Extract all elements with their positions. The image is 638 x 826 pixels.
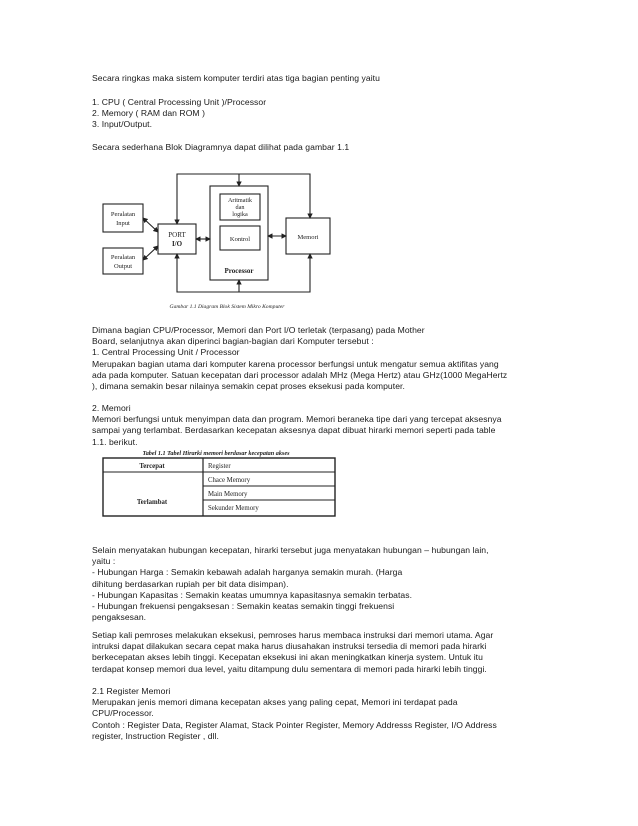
figure-caption: Gambar 1.1 Diagram Blok Sistem Mikro Komputer [169,304,285,310]
text-line: - Hubungan Kapasitas : Semakin keatas umumnya kapasitasnya semakin terbatas. [92,589,413,600]
text-line: berkecepatan akses lebih tinggi. Kecepatan eksekusi ini akan meningkatkan kinerja system. Untuk itu [92,652,483,663]
text-line: Setiap kali pemroses melakukan eksekusi, pemroses harus membaca instruksi dari memori utama. Agar [92,630,494,640]
port-io-box [158,224,196,254]
list-item: 1. CPU ( Central Processing Unit )/Processor [92,97,267,107]
output-link [143,246,158,260]
table-title: Tabel 1.1 Tabel Hirarki memori berdasar kecepatan akses [142,450,290,457]
text-line: terdapat konsep memori dua level, yaitu ditampung dulu sementara di memori pada hirarki lebih tinggi. [92,663,487,674]
text-line: 1.1. berikut. [92,436,138,447]
control-label: Kontrol [229,236,251,243]
alu-label-3: logika [232,211,248,218]
output-label-2: Output [113,263,133,270]
block-diagram-figure [92,162,342,319]
slowest-label: Terlambat [136,499,168,506]
text-line: Dimana bagian CPU/Processor, Memori dan Port I/O terletak (terpasang) pada Mother [92,325,425,335]
table-row: Register [208,463,231,470]
input-label-1: Peralatan [110,211,136,218]
table-row: Sekunder Memory [208,505,259,512]
text-line: Contoh : Register Data, Register Alamat, Stack Pointer Register, Memory Addresss Register, I/O Address [92,719,497,730]
output-label-1: Peralatan [110,254,136,261]
text-line: Selain menyatakan hubungan kecepatan, hirarki tersebut juga menyatakan hubungan – hubungan lain, [92,545,489,555]
text-line: dihitung berdasarkan rupiah per bit data disimpan). [92,578,289,589]
text-line: pengaksesan. [92,612,147,623]
table-graphic [92,448,340,518]
paragraph-register-memory [92,686,552,742]
alu-label-2: dan [235,204,245,211]
text-line: ada pada komputer. Satuan kecepatan dari processor adalah MHz (Mega Hertz) atau GHz(1000 MegaHertz [92,369,508,380]
paragraph-two-level-memory [92,630,552,675]
memory-label: Memori [297,234,319,241]
paragraph-hierarchy-relations [92,545,552,623]
list-item: 2. Memory ( RAM dan ROM ) [92,108,205,119]
text-line: yaitu : [92,556,116,567]
list-item: 3. Input/Output. [92,119,153,130]
block-diagram [92,162,342,314]
intro-text: Secara ringkas maka sistem komputer terdiri atas tiga bagian penting yaitu [92,73,380,83]
input-link [143,218,158,232]
text-line: 2.1 Register Memori [92,686,171,696]
block-diagram-intro: Secara sederhana Blok Diagramnya dapat dilihat pada gambar 1.1 [92,142,350,152]
fastest-label: Tercepat [139,463,165,470]
processor-label: Processor [224,267,254,275]
text-line: 1. Central Processing Unit / Processor [92,347,240,358]
text-line: Merupakan jenis memori dimana kecepatan akses yang paling cepat, Memori ini terdapat pada [92,697,458,708]
text-line: intruksi dapat dilakukan secara cepat maka harus diusahakan instruksi tersedia di memori pada hirarki [92,641,487,652]
text-line: - Hubungan frekuensi pengaksesan : Semakin keatas semakin tinggi frekuensi [92,601,395,612]
text-line: Merupakan bagian utama dari komputer karena processor berfungsi untuk mengatur semua aktifitas yang [92,358,499,369]
text-line: CPU/Processor. [92,708,154,719]
text-line: ), dimana semakin besar nilainya semakin cepat proses eksekusi pada komputer. [92,381,405,392]
memory-hierarchy-table [92,448,340,523]
table-row: Chace Memory [208,477,251,484]
input-label-2: Input [116,220,130,227]
component-list [92,97,552,131]
paragraph-memory [92,403,552,448]
alu-label-1: Aritmatik [227,197,253,204]
paragraph-cpu [92,325,552,392]
text-line: 2. Memori [92,403,131,413]
port-label-2: I/O [171,240,183,248]
text-line: - Hubungan Harga : Semakin kebawah adalah harganya semakin murah. (Harga [92,567,403,578]
text-line: sampai yang terlambat. Berdasarkan kecepatan aksesnya dapat dibuat hirarki memori seperti pada table [92,425,496,436]
input-device-box [103,204,143,232]
text-line: register, Instruction Register , dll. [92,730,219,741]
table-row: Main Memory [208,491,248,498]
output-device-box [103,248,143,274]
text-line: Memori berfungsi untuk menyimpan data dan program. Memori beraneka tipe dari yang tercepat aksesnya [92,414,502,425]
text-line: Board, selanjutnya akan diperinci bagian-bagian dari Komputer tersebut : [92,336,374,347]
port-label-1: PORT [168,231,186,239]
